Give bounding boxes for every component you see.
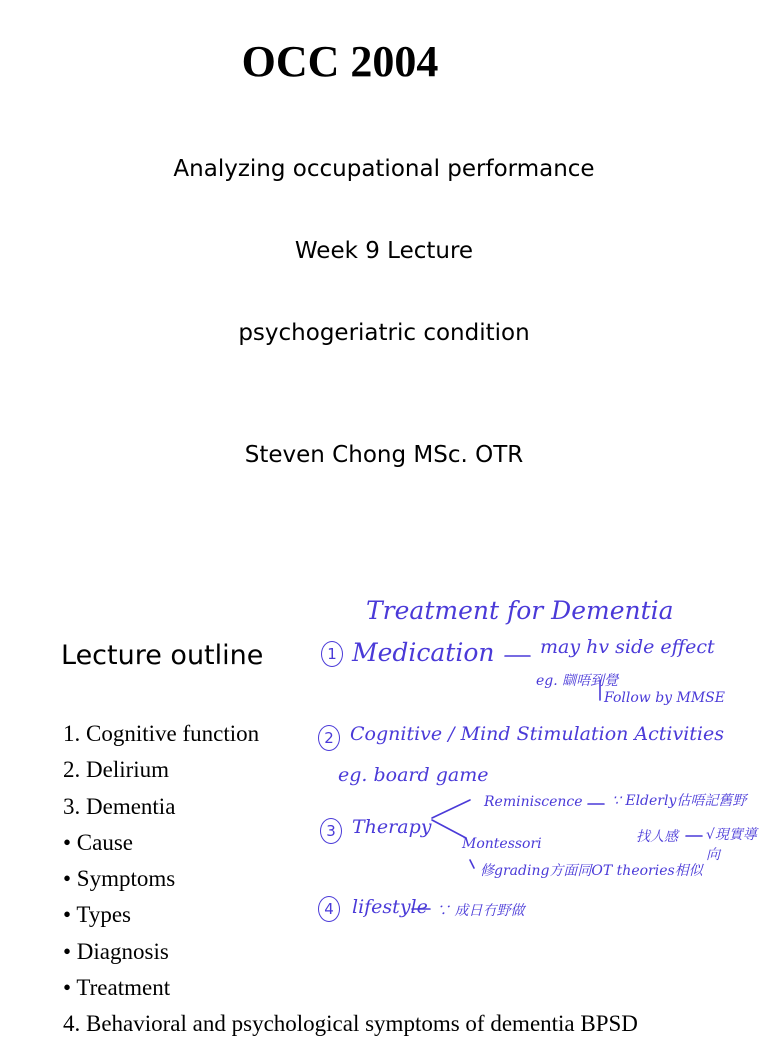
week-label: Week 9 Lecture: [294, 238, 474, 264]
note-detail: 修grading方面同OT theories相似: [480, 863, 703, 879]
note-detail: √現實導向: [706, 827, 757, 863]
note-detail: Follow by MMSE: [604, 690, 725, 706]
note-item: Cognitive / Mind Stimulation Activities: [350, 723, 724, 745]
note-detail: Montessori: [462, 836, 542, 852]
outline-item: • Diagnosis: [63, 938, 169, 964]
note-number: 1: [321, 641, 343, 667]
note-detail: may hv side effect: [540, 636, 715, 658]
outline-item: 4. Behavioral and psychological symptoms of dementia BPSD: [63, 1011, 638, 1037]
outline-item: • Types: [63, 902, 131, 928]
outline-list: [61, 716, 638, 1043]
course-code: OCC 2004: [241, 37, 439, 86]
note-number: 2: [318, 725, 340, 751]
course-name: Analyzing occupational performance: [173, 156, 595, 182]
outline-item: • Cause: [63, 829, 134, 855]
outline-item: • Symptoms: [63, 866, 176, 892]
note-item: Medication: [352, 638, 495, 667]
note-detail: ∵ Elderly估唔記舊野: [612, 793, 747, 809]
note-detail: ∵ 成日冇野做: [436, 903, 525, 919]
outline-heading: Lecture outline: [61, 640, 264, 671]
outline-slide: [0, 560, 768, 1037]
note-item: lifestyle: [352, 896, 428, 918]
outline-item: 3. Dementia: [63, 793, 176, 819]
notes-title: Treatment for Dementia: [366, 596, 674, 625]
note-detail: Reminiscence: [484, 794, 583, 810]
note-item: Therapy: [352, 816, 432, 838]
lecturer-label: Steven Chong MSc. OTR: [244, 442, 524, 468]
outline-item: • Treatment: [63, 975, 171, 1001]
note-number: 3: [320, 818, 342, 844]
outline-item: 2. Delirium: [63, 757, 170, 783]
note-detail: 找人感: [636, 829, 678, 845]
outline-item: 1. Cognitive function: [63, 721, 260, 746]
note-number: 4: [318, 896, 340, 922]
topic-label: psychogeriatric condition: [238, 320, 530, 346]
note-detail: eg. 瞓唔到覺: [536, 673, 619, 689]
note-detail: eg. board game: [338, 764, 489, 786]
